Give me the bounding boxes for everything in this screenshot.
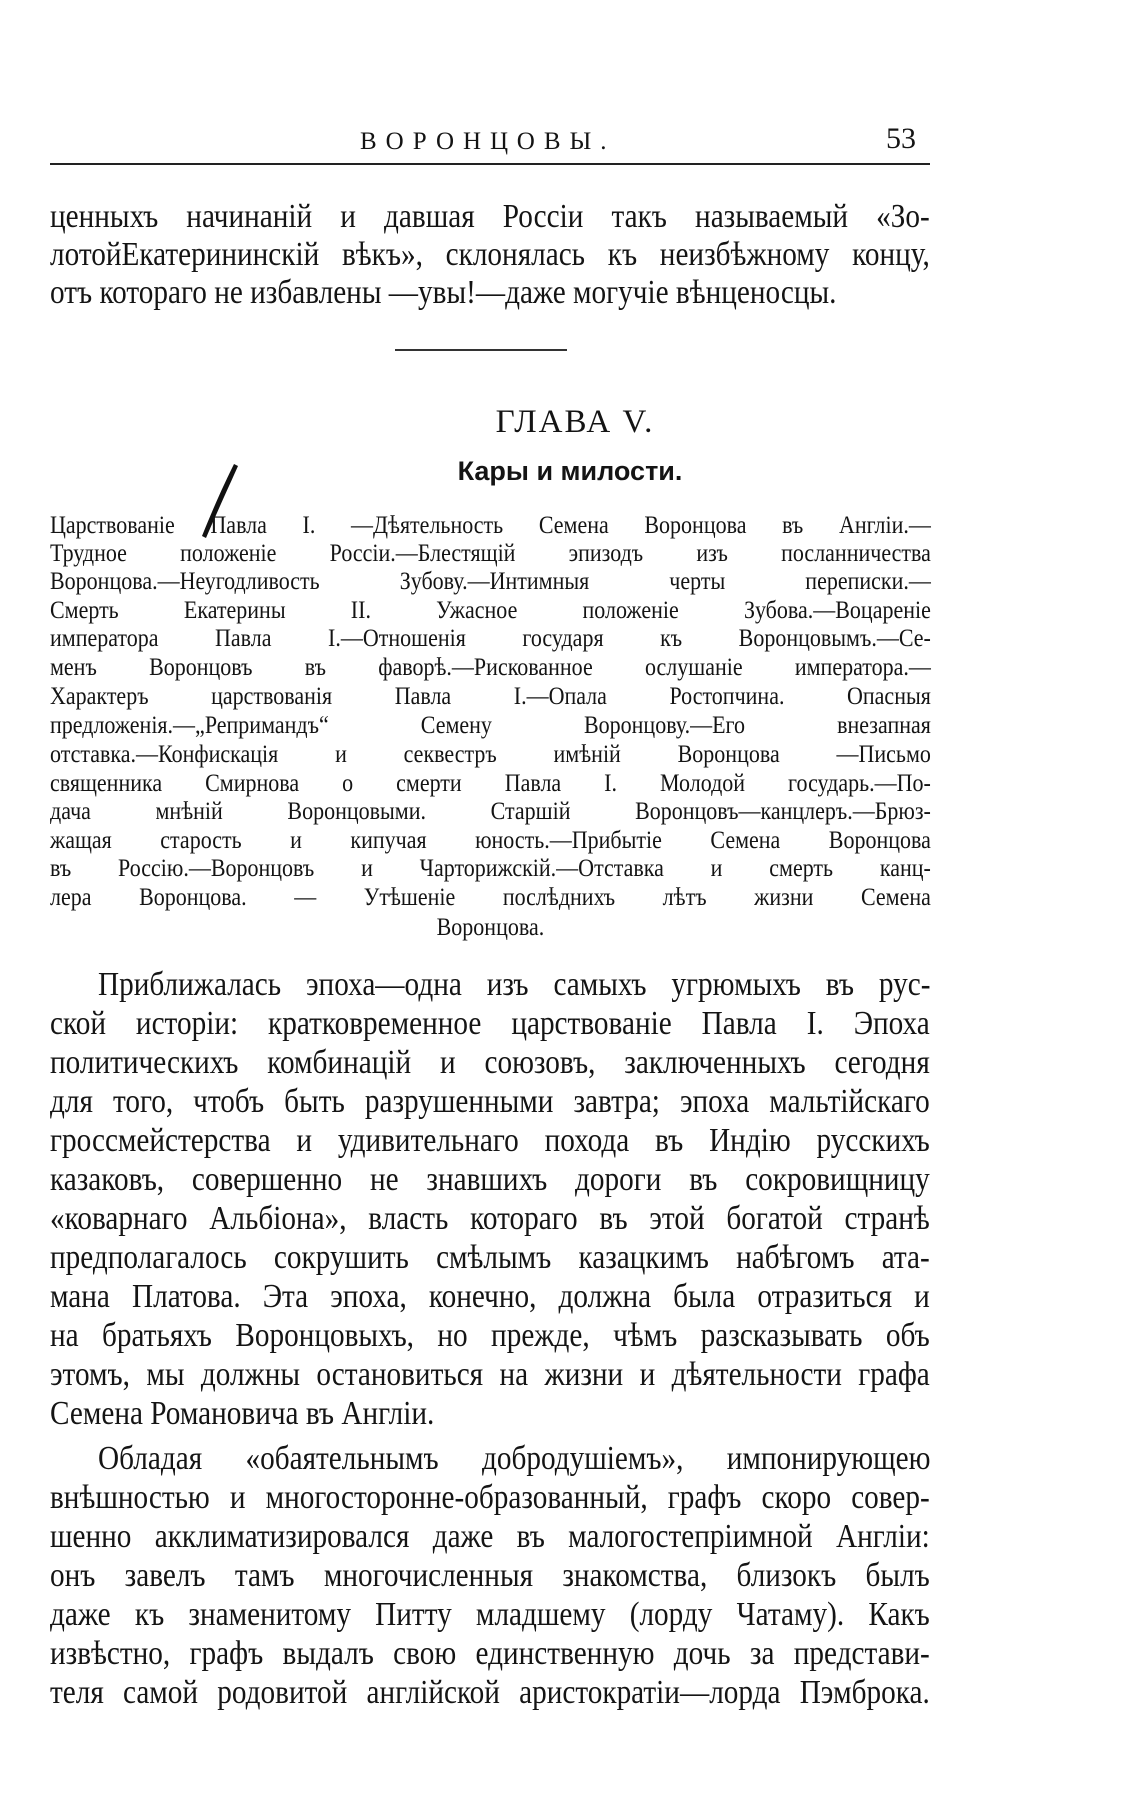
header-rule [50, 163, 930, 165]
summary-line: Трудное положеніе Россіи.—Блестящій эпизодъ изъ посланничества [50, 540, 931, 567]
page-number: 53 [886, 122, 916, 155]
text-line: на братьяхъ Воронцовыхъ, но прежде, чѣмъ разсказывать объ [50, 1317, 930, 1354]
text-line: этомъ, мы должны остановиться на жизни и дѣятельности графа [50, 1356, 930, 1393]
text-line: для того, чтобъ быть разрушенными завтра; эпоха мальтійскаго [50, 1083, 930, 1120]
summary-line: предложенія.—„Репримандъ“ Семену Воронцову.—Его внезапная [50, 712, 931, 739]
text-line: лотойЕкатерининскій вѣкъ», склонялась къ неизбѣжному концу, [50, 236, 930, 273]
text-line: внѣшностью и многосторонне-образованный, графъ скоро совер- [50, 1479, 930, 1516]
summary-line: Воронцова. [436, 914, 545, 941]
running-title: ВОРОНЦОВЫ. [360, 128, 616, 155]
text-line: мана Платова. Эта эпоха, конечно, должна была отразиться и [50, 1278, 930, 1315]
text-line: онъ завелъ тамъ многочисленныя знакомства, близокъ былъ [50, 1557, 930, 1594]
summary-line: дача мнѣній Воронцовыми. Старшій Воронцовъ—канцлеръ.—Брюз- [50, 798, 931, 825]
summary-line: императора Павла I.—Отношенія государя къ Воронцовымъ.—Се- [50, 625, 931, 652]
summary-line: Царствованіе Павла I. —Дѣятельность Семена Воронцова въ Англіи.— [50, 512, 931, 539]
text-line: даже къ знаменитому Питту младшему (лорду Чатаму). Какъ [50, 1596, 930, 1633]
summary-line: лера Воронцова. — Утѣшеніе послѣднихъ лѣтъ жизни Семена [50, 884, 931, 911]
text-line: Приближалась эпоха—одна изъ самыхъ угрюмыхъ въ рус- [98, 966, 931, 1003]
text-line: казаковъ, совершенно не знавшихъ дороги въ сокровищницу [50, 1161, 930, 1198]
summary-line: Характеръ царствованія Павла I.—Опала Ростопчина. Опасныя [50, 683, 931, 710]
text-line: ской исторіи: кратковременное царствованіе Павла I. Эпоха [50, 1005, 930, 1042]
text-line: Семена Романовича въ Англіи. [50, 1395, 435, 1432]
chapter-title: ГЛАВА V. [495, 404, 655, 440]
text-line: гроссмейстерства и удивительнаго похода въ Индію русскихъ [50, 1122, 930, 1159]
text-line: извѣстно, графъ выдалъ свою единственную дочь за представи- [50, 1635, 930, 1672]
text-line: «коварнаго Альбіона», власть котораго въ этой богатой странѣ [50, 1200, 930, 1237]
summary-line: жащая старость и кипучая юность.—Прибытіе Семена Воронцова [50, 827, 931, 854]
text-line: отъ котораго не избавлены —увы!—даже могучіе вѣнценосцы. [50, 274, 837, 311]
text-line: политическихъ комбинацій и союзовъ, заключенныхъ сегодня [50, 1044, 930, 1081]
summary-line: Смерть Екатерины II. Ужасное положеніе Зубова.—Воцареніе [50, 597, 931, 624]
text-line: шенно акклиматизировался даже въ малогостепріимной Англіи: [50, 1518, 930, 1555]
chapter-subtitle: Кары и милости. [457, 456, 683, 486]
summary-line: менъ Воронцовъ въ фаворѣ.—Рискованное ослушаніе императора.— [50, 654, 931, 681]
text-line: теля самой родовитой англійской аристократіи—лорда Пэмброка. [50, 1674, 930, 1711]
text-line: ценныхъ начинаній и давшая Россіи такъ называемый «Зо- [50, 198, 930, 235]
summary-line: въ Россію.—Воронцовъ и Чарторижскій.—Отставка и смерть канц- [50, 855, 931, 882]
summary-line: отставка.—Конфискація и секвестръ имѣній Воронцова —Письмо [50, 741, 931, 768]
summary-line: священника Смирнова о смерти Павла I. Молодой государь.—По- [50, 770, 931, 797]
section-divider [395, 349, 567, 351]
text-line: предполагалось сокрушить смѣлымъ казацкимъ набѣгомъ ата- [50, 1239, 930, 1276]
summary-line: Воронцова.—Неугодливость Зубову.—Интимныя черты переписки.— [50, 568, 931, 595]
text-line: Обладая «обаятельнымъ добродушіемъ», импонирующею [98, 1440, 931, 1477]
